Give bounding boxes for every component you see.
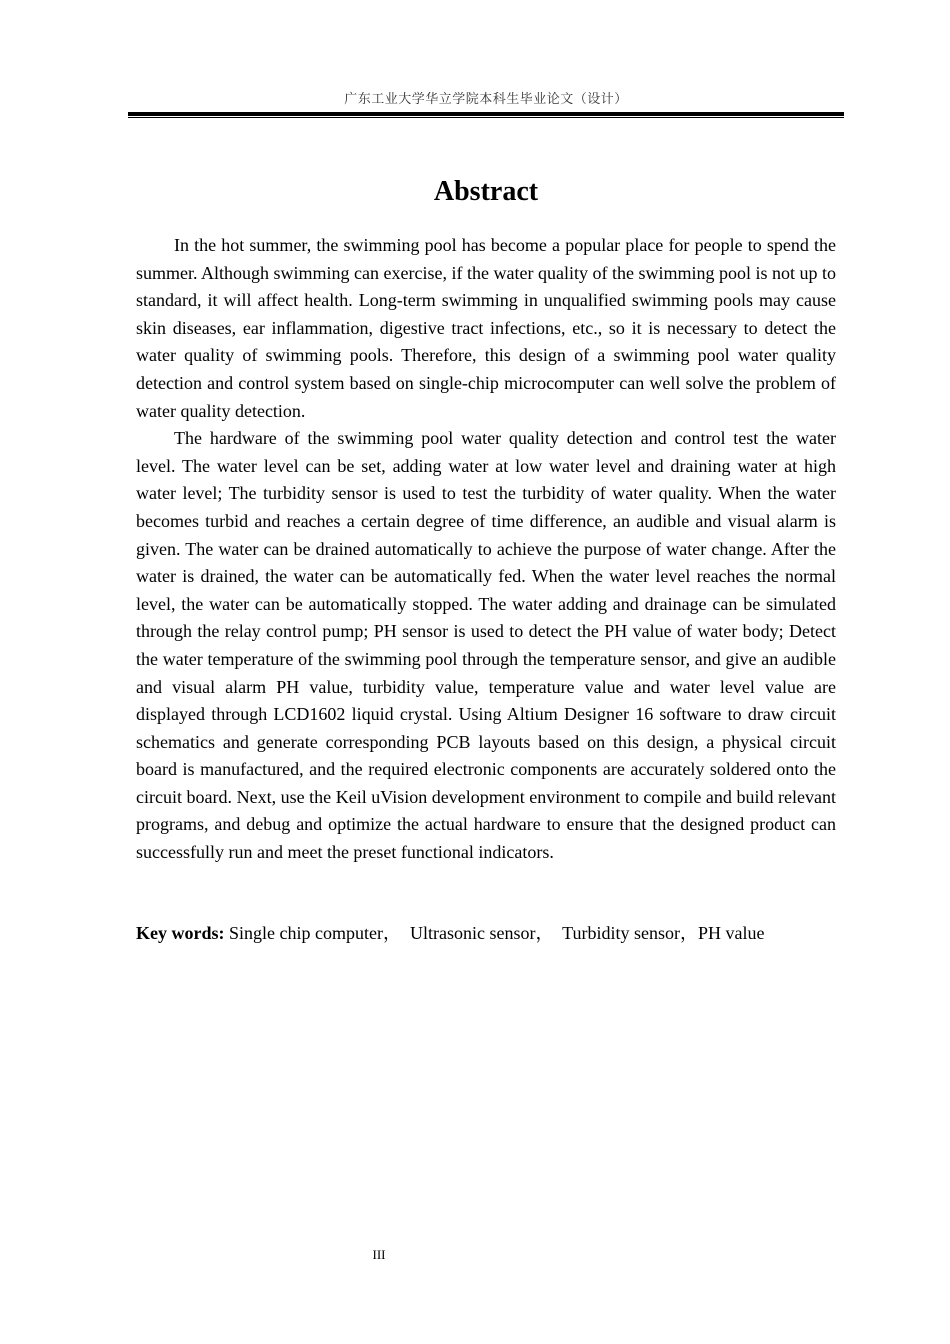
header-rule-thin	[128, 117, 844, 118]
running-header: 广东工业大学华立学院本科生毕业论文（设计）	[344, 92, 628, 107]
abstract-paragraph-1: In the hot summer, the swimming pool has become a popular place for people to spend the summer. Although swimming can exercise, if the water quality of the swimming pool is not up to standard, it will affect health. Long-term swimming in unqualified swimming pools may cause skin diseases, ear inflammation, digestive tract infections, etc., so it is necessary to detect the water quality of swimming pools. Therefore, this design of a swimming pool water quality detection and control system based on single-chip microcomputer can well solve the problem of water quality detection.	[136, 235, 836, 421]
page-number: III	[372, 1247, 386, 1262]
abstract-paragraph-2: The hardware of the swimming pool water quality detection and control test the water level. The water level can be set, adding water at low water level and draining water at high water level; The turbidity sensor is used to test the turbidity of water quality. When the water becomes turbid and reaches a certain degree of time difference, an audible and visual alarm is given. The water can be drained automatically to achieve the purpose of water change. After the water is drained, the water can be automatically fed. When the water level reaches the normal level, the water can be automatically stopped. The water adding and drainage can be simulated through the relay control pump; PH sensor is used to detect the PH value of water body; Detect the water temperature of the swimming pool through the temperature sensor, and give an audible and visual alarm PH value, turbidity value, temperature value and water level value are displayed through LCD1602 liquid crystal. Using Altium Designer 16 software to draw circuit schematics and generate corresponding PCB layouts based on this design, a physical circuit board is manufactured, and the required electronic components are accurately soldered onto the circuit board. Next, use the Keil uVision development environment to compile and build relevant programs, and debug and optimize the actual hardware to ensure that the designed product can successfully run and meet the preset functional indicators.	[136, 428, 836, 863]
abstract-body	[136, 232, 836, 867]
keywords-text: Single chip computer， Ultrasonic sensor， Turbidity sensor，PH value	[224, 923, 765, 943]
header-rule-thick	[128, 112, 844, 116]
keywords-line	[136, 920, 836, 947]
keywords-label: Key words:	[136, 923, 225, 943]
page-title: Abstract	[433, 176, 539, 207]
